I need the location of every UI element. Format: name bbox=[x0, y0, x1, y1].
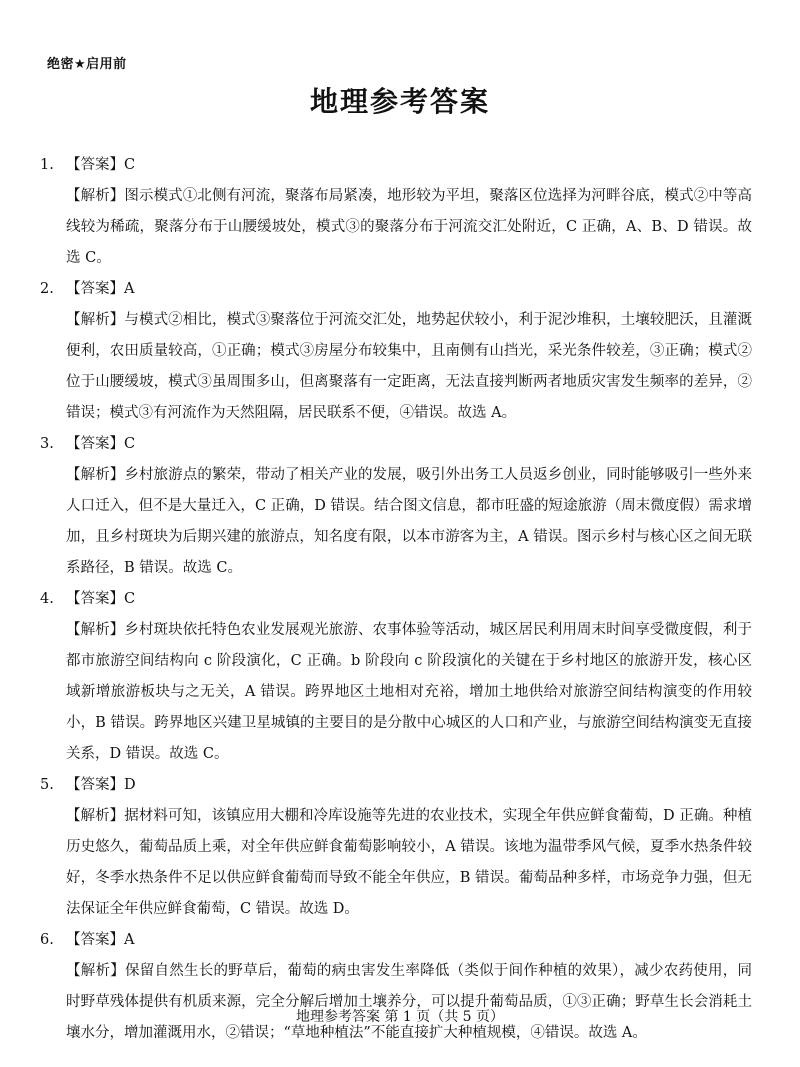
page-footer: 地理参考答案 第 1 页（共 5 页） bbox=[295, 1009, 505, 1025]
confidential-label: 绝密★启用前 bbox=[47, 57, 127, 72]
analysis-text: 【解析】乡村斑块依托特色农业发展观光旅游、农事体验等活动，城区居民利用周末时间享受微度假，利于都市旅游空间结构向 c 阶段演化，C 正确。b 阶段向 c 阶段演化的关键在于乡村地区的旅游开发，核心区域新增旅游板块与之无关，A 错误。跨界地区土地相对充裕，增加土地供给对旅游空间结构演变的作用较小，B 错误。跨界地区兴建卫星城镇的主要目的是分散中心城区的人口和产业，与旅游空间结构演变无直接关系，D 错误。故选 C。 bbox=[66, 622, 752, 762]
question-number: 4. bbox=[40, 591, 54, 607]
answer-text: 【答案】D bbox=[66, 777, 136, 793]
question-number: 2. bbox=[40, 281, 54, 297]
answer-text: 【答案】A bbox=[66, 932, 135, 948]
analysis-text: 【解析】据材料可知，该镇应用大棚和冷库设施等先进的农业技术，实现全年供应鲜食葡萄，D 正确。种植历史悠久，葡萄品质上乘，对全年供应鲜食葡萄影响较小，A 错误。该地为温带季风气候，夏季水热条件较好，冬季水热条件不足以供应鲜食葡萄而导致不能全年供应，B 错误。葡萄品种多样，市场竞争力强，但无法保证全年供应鲜食葡萄，C 错误。故选 D。 bbox=[66, 808, 752, 917]
answer-line bbox=[40, 274, 752, 305]
answer-text: 【答案】A bbox=[66, 281, 135, 297]
answer-text: 【答案】C bbox=[66, 436, 136, 452]
answer-line bbox=[40, 150, 752, 181]
analysis-text: 【解析】保留自然生长的野草后，葡萄的病虫害发生率降低（类似于间作种植的效果），减少农药使用，同时野草残体提供有机质来源，完全分解后增加土壤养分，可以提升葡萄品质，①③正确；野草生长会消耗土壤水分，增加灌溉用水，②错误；“草地种植法”不能直接扩大种植规模，④错误。故选 A。 bbox=[66, 963, 752, 1041]
question-block-4 bbox=[40, 584, 752, 770]
analysis-text: 【解析】乡村旅游点的繁荣，带动了相关产业的发展，吸引外出务工人员返乡创业，同时能够吸引一些外来人口迁入，但不是大量迁入，C 正确，D 错误。结合图文信息，都市旺盛的短途旅游（周末微度假）需求增加，且乡村斑块为后期兴建的旅游点，知名度有限，以本市游客为主，A 错误。图示乡村与核心区之间无联系路径，B 错误。故选 C。 bbox=[66, 467, 752, 576]
question-block-1 bbox=[40, 150, 752, 274]
answer-list bbox=[40, 150, 752, 1049]
question-block-5 bbox=[40, 770, 752, 925]
question-number: 3. bbox=[40, 436, 54, 452]
question-number: 1. bbox=[40, 157, 54, 173]
question-block-2 bbox=[40, 274, 752, 429]
question-number: 6. bbox=[40, 932, 54, 948]
answer-line bbox=[40, 584, 752, 615]
page-title: 地理参考答案 bbox=[309, 85, 490, 118]
analysis-text: 【解析】图示模式①北侧有河流，聚落布局紧凑，地形较为平坦，聚落区位选择为河畔谷底，模式②中等高线较为稀疏，聚落分布于山腰缓坡处，模式③的聚落分布于河流交汇处附近，C 正确，A、B、D 错误。故选 C。 bbox=[66, 188, 752, 266]
analysis-text: 【解析】与模式②相比，模式③聚落位于河流交汇处，地势起伏较小，利于泥沙堆积，土壤较肥沃，且灌溉便利，农田质量较高，①正确；模式③房屋分布较集中，且南侧有山挡光，采光条件较差，③正确；模式②位于山腰缓坡，模式③虽周围多山，但离聚落有一定距离，无法直接判断两者地质灾害发生频率的差异，②错误；模式③有河流作为天然阻隔，居民联系不便，④错误。故选 A。 bbox=[66, 312, 752, 421]
question-block-3 bbox=[40, 429, 752, 584]
answer-text: 【答案】C bbox=[66, 591, 136, 607]
question-number: 5. bbox=[40, 777, 54, 793]
answer-line bbox=[40, 770, 752, 801]
answer-line bbox=[40, 429, 752, 460]
answer-text: 【答案】C bbox=[66, 157, 136, 173]
answer-line bbox=[40, 925, 752, 956]
question-block-6 bbox=[40, 925, 752, 1049]
